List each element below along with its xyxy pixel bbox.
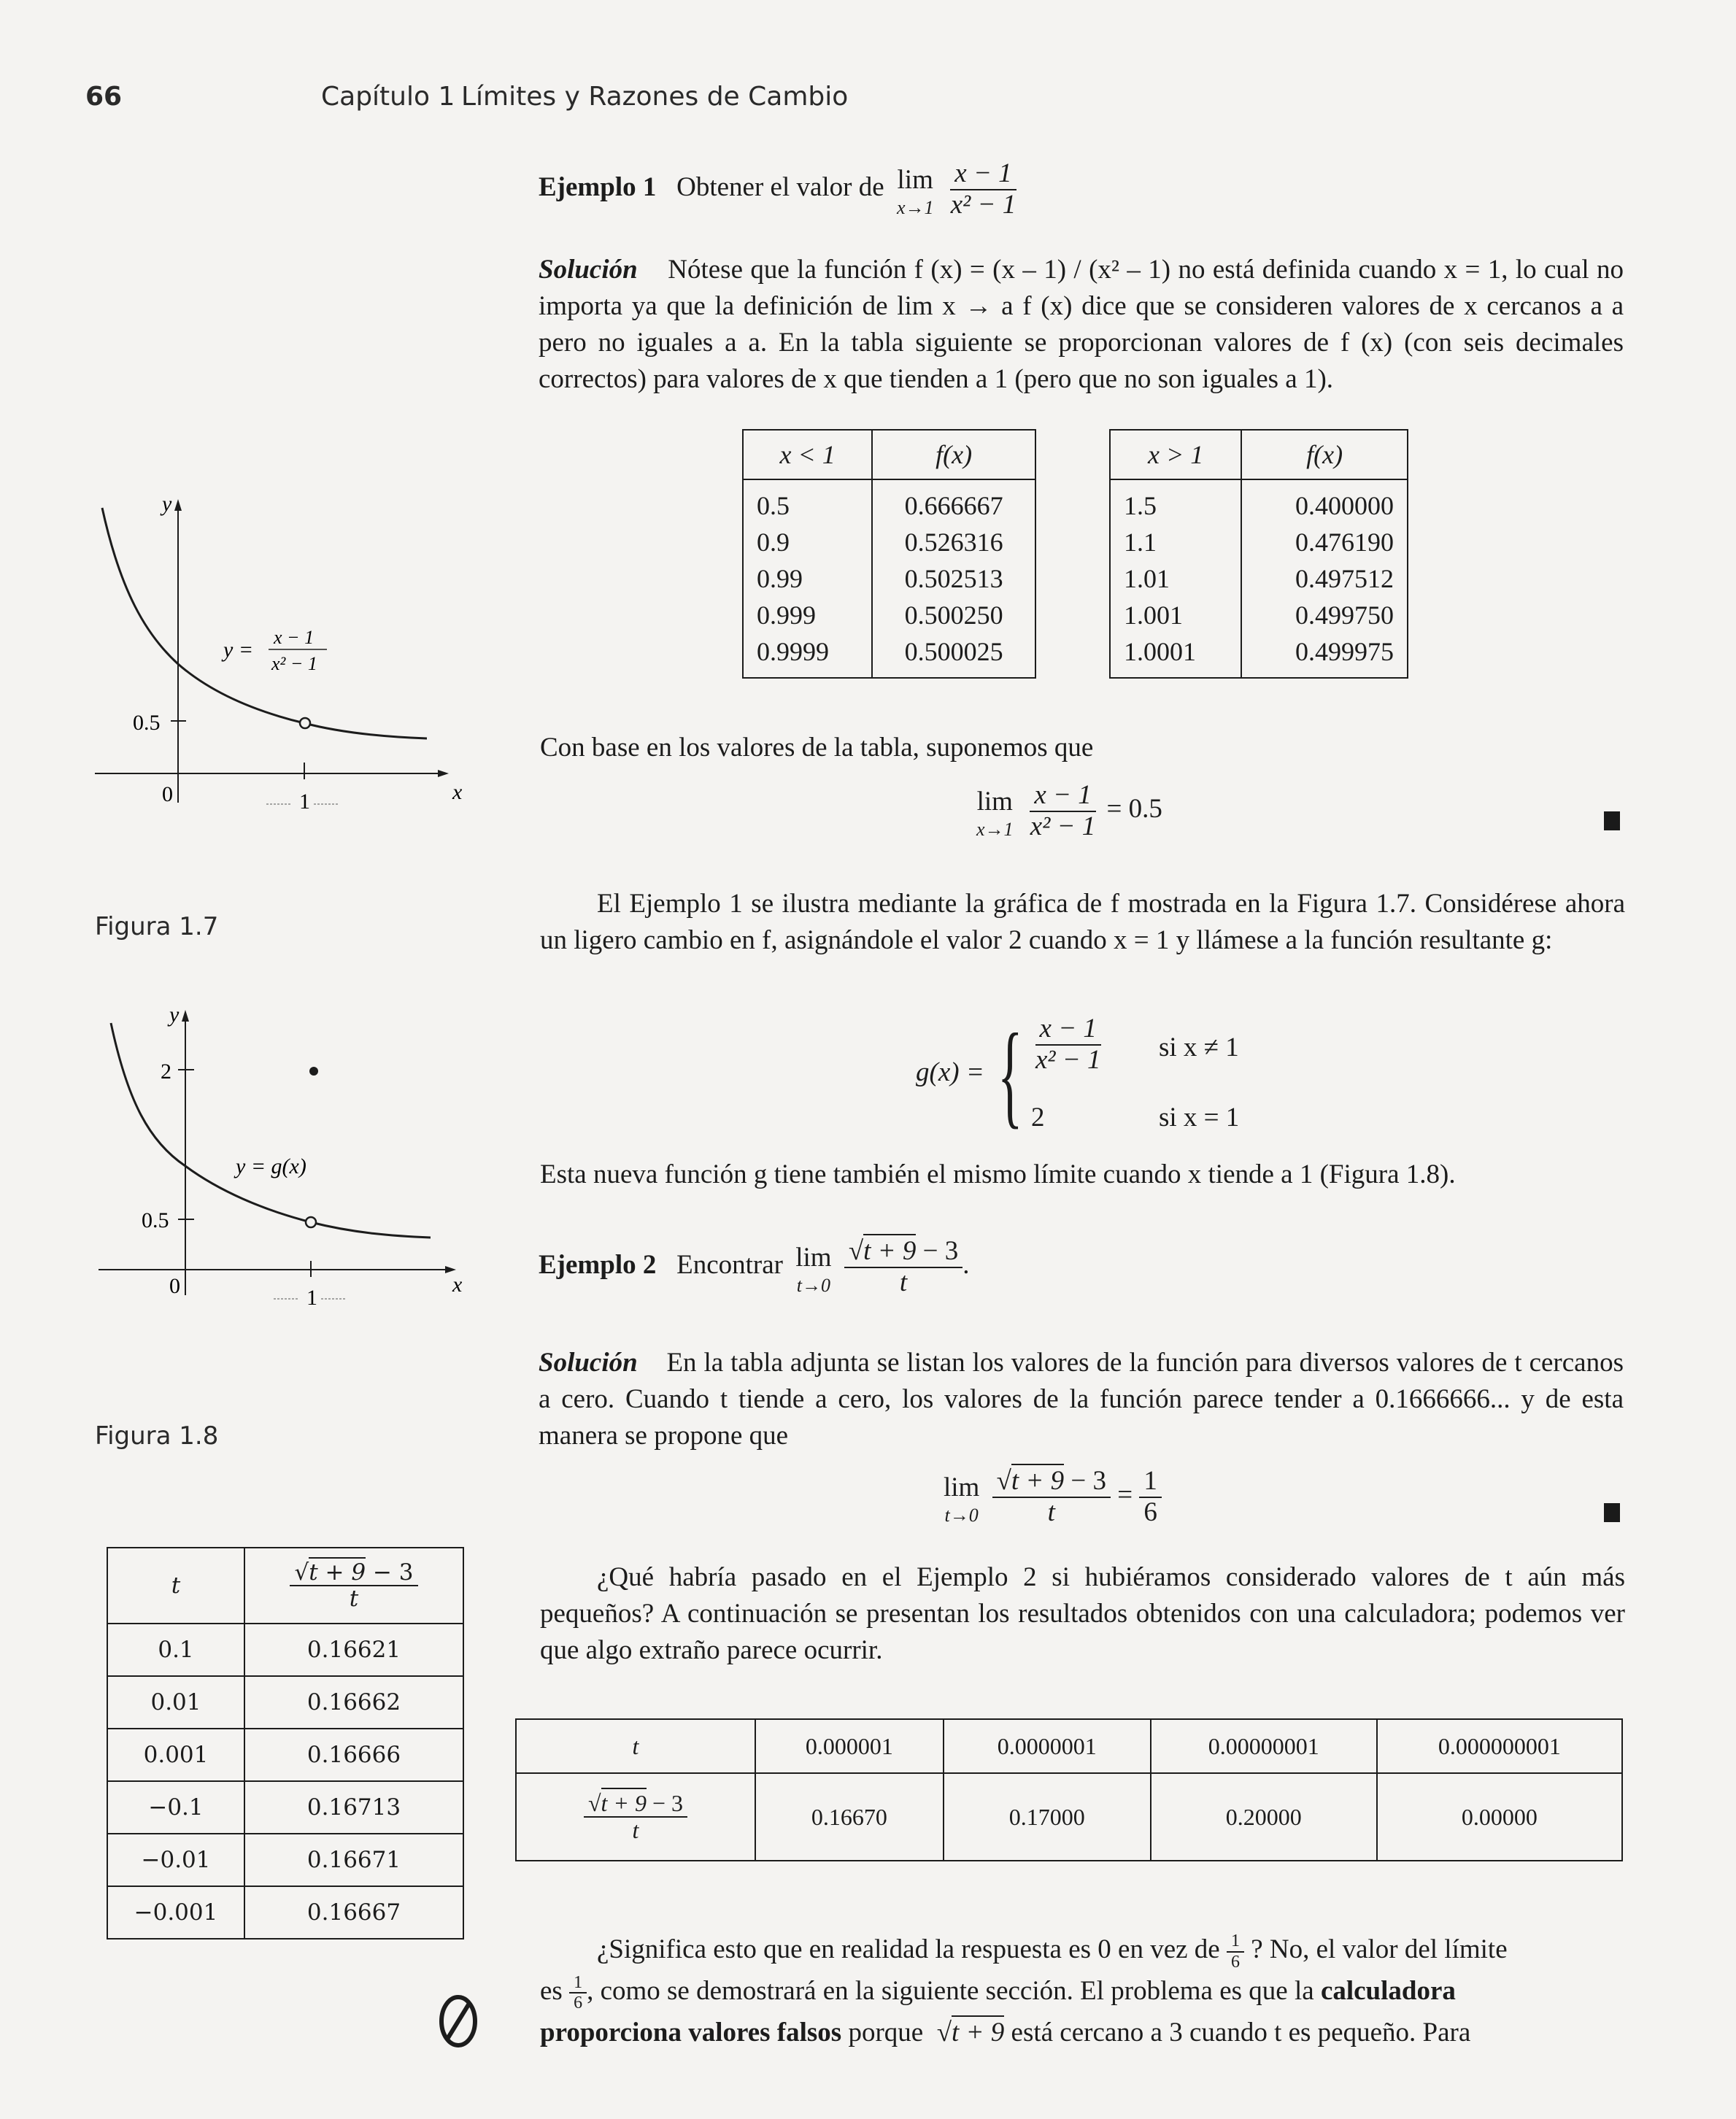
- qed-square: [1604, 1503, 1620, 1522]
- header-cell: x > 1: [1110, 430, 1241, 479]
- svg-text:x: x: [452, 780, 463, 804]
- svg-text:y = g(x): y = g(x): [236, 1154, 306, 1178]
- paragraph-g: El Ejemplo 1 se ilustra mediante la gráfica de f mostrada en la Figura 1.7. Considérese ahora un ligero cambio en f, asignándole el valor 2 cuando x = 1 y llámese a la función resultante g:: [540, 889, 1625, 955]
- table-cell: 0.666667: [872, 479, 1035, 524]
- chapter-title: Límites y Razones de Cambio: [461, 82, 849, 112]
- solution-text: Nótese que la función f (x) = (x – 1) / (x² – 1) no está definida cuando x = 1, lo cual no importa ya que la definición de lim x → a f (x) dice que se consideren valores de x cercanos a a pero no iguales a a. En la tabla siguiente se proporcionan valores de f (x) (con seis decimales correctos) para valores de x que tienden a 1 (pero que no son iguales a 1).: [539, 255, 1624, 394]
- table-cell: 1.0001: [1110, 633, 1241, 678]
- table-cell: 0.526316: [872, 524, 1035, 560]
- table-cell: 0.9999: [743, 633, 872, 678]
- figure-1-8-caption: Figura 1.8: [95, 1421, 219, 1451]
- header-cell: f(x): [872, 430, 1035, 479]
- prohibited-icon: [436, 1992, 480, 2050]
- table-cell: 0.476190: [1241, 524, 1408, 560]
- table-cell: 0.9: [743, 524, 872, 560]
- table-cell: 1.001: [1110, 597, 1241, 633]
- svg-text:0: 0: [162, 782, 173, 806]
- table-small-t: t 0.000001 0.0000001 0.00000001 0.000000001 $\frac{√t + 9 - 3}{t}$ 0.16670 0.17000 0.20000 0.00000: [515, 1718, 1623, 1861]
- svg-text:0.5: 0.5: [142, 1208, 169, 1232]
- example2-result: lim t→0 $\frac{√t + 9 - 3}{t}$ = $\frac{1}{6}$: [938, 1467, 1162, 1527]
- solution-label: Solución: [539, 255, 638, 285]
- limit-fraction: $\frac{x - 1}{\text{x² − 1}}$: [950, 158, 1016, 220]
- conclusion-intro: Con base en los valores de la tabla, suponemos que: [540, 733, 1094, 763]
- table-t-values: t $\frac{√t + 9 - 3}{t}$ 0.1 0.16621 0.01 0.16662 0.001 0.16666 −0.1 0.16713 −0.01 0.16671 −0.001 0.16667: [107, 1547, 464, 1939]
- table-cell: 0.999: [743, 597, 872, 633]
- svg-text:x: x: [452, 1273, 463, 1297]
- svg-text:x − 1: x − 1: [274, 627, 315, 648]
- chapter-label: Capítulo 1: [321, 82, 455, 112]
- svg-text:1: 1: [306, 1286, 317, 1310]
- table-cell: 0.99: [743, 560, 872, 597]
- figure-1-8-graph: [80, 992, 474, 1372]
- svg-text:1: 1: [299, 790, 310, 814]
- figure-1-7-graph: [80, 482, 474, 832]
- table-cell: 0.497512: [1241, 560, 1408, 597]
- example1-solution: [539, 252, 1624, 398]
- svg-text:2: 2: [161, 1060, 171, 1084]
- table-cell: 1.01: [1110, 560, 1241, 597]
- header-cell: x < 1: [743, 430, 872, 479]
- svg-text:y: y: [169, 1003, 180, 1027]
- qed-square: [1604, 811, 1620, 830]
- table-cell: 0.499750: [1241, 597, 1408, 633]
- svg-text:x² − 1: x² − 1: [271, 653, 317, 674]
- limit-operator: lim x→1: [896, 164, 934, 218]
- paragraph-final: ¿Significa esto que en realidad la respuesta es 0 en vez de $\frac{1}{6}$ ? No, el valor del límite es $\frac{1}{6}$ , como se demostrará en la siguiente sección. El problema es que la calculadora proporciona valores falsos porque √t + 9 está cercano a 3 cuando t es pequeño. Para: [540, 1931, 1508, 2047]
- header-cell: f(x): [1241, 430, 1408, 479]
- example1-prompt: Obtener el valor de: [676, 172, 884, 203]
- table-x-greater-1: [1109, 429, 1408, 679]
- paragraph-question: ¿Qué habría pasado en el Ejemplo 2 si hubiéramos considerado valores de t aún más pequeños? A continuación se presentan los resultados obtenidos con una calculadora; podemos ver que algo extraño parece ocurrir.: [540, 1562, 1625, 1665]
- piecewise-function: g(x) = { $\frac{x - 1}{\text{x² − 1}}$ si x ≠ 1 2 si x = 1: [916, 1009, 1240, 1139]
- table-cell: 0.499975: [1241, 633, 1408, 678]
- table-cell: 0.400000: [1241, 479, 1408, 524]
- svg-text:0: 0: [169, 1274, 180, 1298]
- example2-solution: Solución En la tabla adjunta se listan los valores de la función para diversos valores de t cercanos a cero. Cuando t tiende a cero, los valores de la función parece tender a 0.1666666... y de esta manera se propone que: [539, 1348, 1624, 1451]
- page-number: 66: [85, 82, 123, 112]
- table-cell: 0.502513: [872, 560, 1035, 597]
- example1-heading: [539, 159, 1020, 220]
- svg-text:y: y: [162, 492, 172, 516]
- paragraph-g-after: Esta nueva función g tiene también el mismo límite cuando x tiende a 1 (Figura 1.8).: [540, 1159, 1456, 1189]
- svg-text:0.5: 0.5: [133, 711, 161, 735]
- table-cell: 0.5: [743, 479, 872, 524]
- example2-heading: Ejemplo 2 Encontrar lim t→0 $\frac{√t + 9 - 3}{t}$ .: [539, 1237, 970, 1297]
- figure-1-7-caption: Figura 1.7: [95, 912, 219, 941]
- table-cell: 0.500250: [872, 597, 1035, 633]
- table-x-less-1: [742, 429, 1036, 679]
- example1-label: Ejemplo 1: [539, 172, 657, 203]
- table-cell: 1.5: [1110, 479, 1241, 524]
- table-cell: 0.500025: [872, 633, 1035, 678]
- table-cell: 1.1: [1110, 524, 1241, 560]
- conclusion-formula: lim x→1 $\frac{x - 1}{\text{x² − 1}}$ = 0.5: [976, 780, 1162, 841]
- svg-text:y =: y =: [223, 638, 254, 662]
